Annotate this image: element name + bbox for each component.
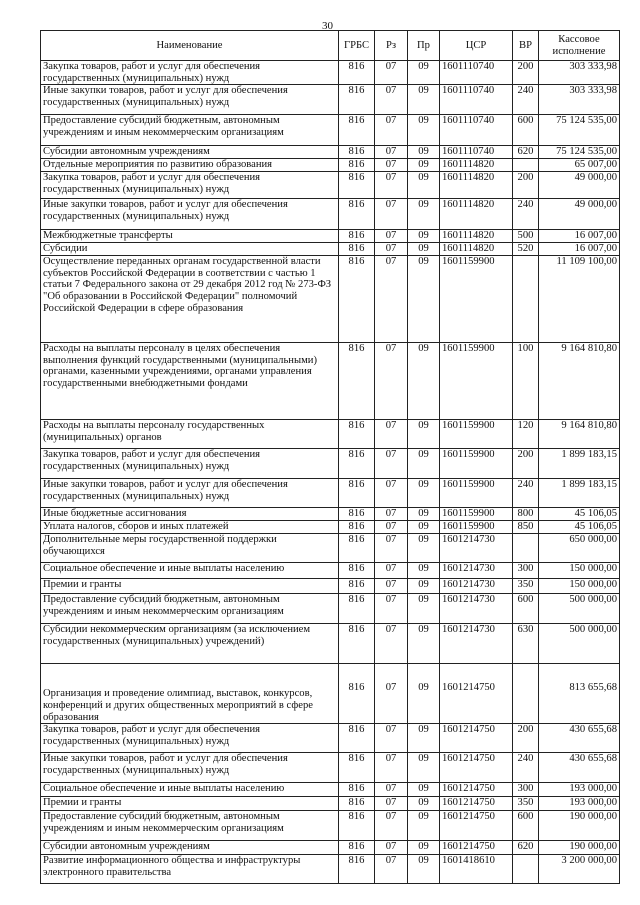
cell-grbs: 816	[339, 61, 375, 85]
cell-grbs: 816	[339, 115, 375, 146]
table-row	[41, 420, 620, 449]
cell-vr: 800	[513, 508, 539, 521]
cell-amount: 11 109 100,00	[539, 256, 620, 343]
cell-name: Премии и гранты	[41, 797, 339, 811]
cell-grbs: 816	[339, 508, 375, 521]
cell-amount: 190 000,00	[539, 841, 620, 855]
cell-csr: 1601418610	[440, 855, 513, 884]
cell-grbs: 816	[339, 811, 375, 841]
cell-vr	[513, 855, 539, 884]
cell-csr: 1601214750	[440, 724, 513, 753]
cell-vr: 850	[513, 521, 539, 534]
header-csr: ЦСР	[440, 31, 513, 61]
cell-amount: 65 007,00	[539, 159, 620, 172]
cell-csr: 1601114820	[440, 230, 513, 243]
table-row	[41, 811, 620, 841]
cell-grbs: 816	[339, 724, 375, 753]
cell-pr: 09	[408, 594, 440, 624]
cell-csr: 1601110740	[440, 61, 513, 85]
cell-csr: 1601214750	[440, 797, 513, 811]
cell-csr: 1601114820	[440, 199, 513, 230]
cell-vr: 200	[513, 172, 539, 199]
cell-rz: 07	[375, 579, 408, 594]
cell-amount: 150 000,00	[539, 579, 620, 594]
cell-vr	[513, 664, 539, 724]
cell-amount: 150 000,00	[539, 563, 620, 579]
cell-amount: 650 000,00	[539, 534, 620, 563]
table-row	[41, 753, 620, 783]
header-grbs: ГРБС	[339, 31, 375, 61]
cell-amount: 500 000,00	[539, 594, 620, 624]
cell-grbs: 816	[339, 624, 375, 664]
table-row	[41, 449, 620, 479]
cell-name: Отдельные мероприятия по развитию образования	[41, 159, 339, 172]
cell-amount: 430 655,68	[539, 724, 620, 753]
cell-vr: 620	[513, 146, 539, 159]
cell-pr: 09	[408, 841, 440, 855]
cell-rz: 07	[375, 479, 408, 508]
cell-name: Социальное обеспечение и иные выплаты населению	[41, 563, 339, 579]
cell-rz: 07	[375, 243, 408, 256]
cell-name: Расходы на выплаты персоналу государственных (муниципальных) органов	[41, 420, 339, 449]
cell-rz: 07	[375, 783, 408, 797]
table-row	[41, 855, 620, 884]
cell-rz: 07	[375, 256, 408, 343]
cell-amount: 3 200 000,00	[539, 855, 620, 884]
cell-amount: 190 000,00	[539, 811, 620, 841]
cell-name: Развитие информационного общества и инфраструктуры электронного правительства	[41, 855, 339, 884]
cell-name: Субсидии	[41, 243, 339, 256]
cell-name: Премии и гранты	[41, 579, 339, 594]
cell-name: Предоставление субсидий бюджетным, автономным учреждениям и иным некоммерческим организациям	[41, 115, 339, 146]
cell-pr: 09	[408, 811, 440, 841]
cell-csr: 1601159900	[440, 449, 513, 479]
cell-amount: 9 164 810,80	[539, 420, 620, 449]
cell-amount: 49 000,00	[539, 199, 620, 230]
cell-grbs: 816	[339, 594, 375, 624]
cell-rz: 07	[375, 563, 408, 579]
cell-amount: 813 655,68	[539, 664, 620, 724]
cell-vr	[513, 159, 539, 172]
table-row	[41, 624, 620, 664]
cell-amount: 16 007,00	[539, 243, 620, 256]
cell-grbs: 816	[339, 256, 375, 343]
table-row	[41, 243, 620, 256]
cell-vr: 600	[513, 811, 539, 841]
cell-amount: 16 007,00	[539, 230, 620, 243]
table-row	[41, 85, 620, 115]
header-amount: Кассовое исполнение	[539, 31, 620, 61]
cell-rz: 07	[375, 664, 408, 724]
cell-amount: 193 000,00	[539, 783, 620, 797]
cell-pr: 09	[408, 521, 440, 534]
table-row	[41, 159, 620, 172]
cell-grbs: 816	[339, 420, 375, 449]
cell-pr: 09	[408, 753, 440, 783]
cell-amount: 500 000,00	[539, 624, 620, 664]
cell-name: Субсидии автономным учреждениям	[41, 841, 339, 855]
cell-grbs: 816	[339, 343, 375, 420]
cell-name: Иные бюджетные ассигнования	[41, 508, 339, 521]
cell-vr: 240	[513, 479, 539, 508]
cell-grbs: 816	[339, 783, 375, 797]
cell-rz: 07	[375, 521, 408, 534]
cell-csr: 1601214730	[440, 594, 513, 624]
cell-rz: 07	[375, 624, 408, 664]
cell-csr: 1601114820	[440, 243, 513, 256]
cell-amount: 75 124 535,00	[539, 115, 620, 146]
page-number: 30	[322, 20, 333, 32]
table-row	[41, 230, 620, 243]
cell-grbs: 816	[339, 841, 375, 855]
cell-grbs: 816	[339, 521, 375, 534]
cell-rz: 07	[375, 841, 408, 855]
cell-name: Закупка товаров, работ и услуг для обеспечения государственных (муниципальных) нужд	[41, 449, 339, 479]
cell-pr: 09	[408, 85, 440, 115]
cell-amount: 303 333,98	[539, 61, 620, 85]
cell-grbs: 816	[339, 146, 375, 159]
cell-csr: 1601159900	[440, 343, 513, 420]
cell-pr: 09	[408, 563, 440, 579]
cell-name: Закупка товаров, работ и услуг для обеспечения государственных (муниципальных) нужд	[41, 172, 339, 199]
cell-pr: 09	[408, 624, 440, 664]
table-row	[41, 841, 620, 855]
cell-name: Предоставление субсидий бюджетным, автономным учреждениям и иным некоммерческим организациям	[41, 594, 339, 624]
cell-csr: 1601159900	[440, 521, 513, 534]
cell-csr: 1601214730	[440, 624, 513, 664]
cell-csr: 1601214730	[440, 563, 513, 579]
cell-csr: 1601214730	[440, 579, 513, 594]
cell-rz: 07	[375, 855, 408, 884]
cell-csr: 1601110740	[440, 115, 513, 146]
table-header-row	[41, 31, 620, 61]
cell-grbs: 816	[339, 579, 375, 594]
cell-vr: 500	[513, 230, 539, 243]
cell-grbs: 816	[339, 85, 375, 115]
cell-amount: 1 899 183,15	[539, 479, 620, 508]
cell-pr: 09	[408, 508, 440, 521]
cell-pr: 09	[408, 115, 440, 146]
cell-amount: 75 124 535,00	[539, 146, 620, 159]
cell-pr: 09	[408, 479, 440, 508]
cell-rz: 07	[375, 159, 408, 172]
cell-vr: 100	[513, 343, 539, 420]
cell-rz: 07	[375, 811, 408, 841]
table-row	[41, 508, 620, 521]
cell-csr: 1601214750	[440, 753, 513, 783]
table-row	[41, 797, 620, 811]
cell-vr: 240	[513, 199, 539, 230]
cell-name: Иные закупки товаров, работ и услуг для обеспечения государственных (муниципальных) нужд	[41, 85, 339, 115]
cell-rz: 07	[375, 230, 408, 243]
cell-rz: 07	[375, 508, 408, 521]
cell-grbs: 816	[339, 797, 375, 811]
table-row	[41, 115, 620, 146]
cell-pr: 09	[408, 724, 440, 753]
table-row	[41, 664, 620, 724]
cell-name: Иные закупки товаров, работ и услуг для обеспечения государственных (муниципальных) нужд	[41, 199, 339, 230]
cell-grbs: 816	[339, 199, 375, 230]
cell-vr: 620	[513, 841, 539, 855]
cell-vr: 200	[513, 724, 539, 753]
cell-pr: 09	[408, 783, 440, 797]
table-row	[41, 783, 620, 797]
cell-vr: 350	[513, 797, 539, 811]
cell-pr: 09	[408, 172, 440, 199]
header-name: Наименование	[41, 31, 339, 61]
cell-name: Закупка товаров, работ и услуг для обеспечения государственных (муниципальных) нужд	[41, 724, 339, 753]
cell-rz: 07	[375, 420, 408, 449]
cell-rz: 07	[375, 449, 408, 479]
cell-grbs: 816	[339, 172, 375, 199]
header-pr: Пр	[408, 31, 440, 61]
cell-vr: 240	[513, 753, 539, 783]
header-vr: ВР	[513, 31, 539, 61]
cell-vr: 630	[513, 624, 539, 664]
table-row	[41, 534, 620, 563]
table-row	[41, 594, 620, 624]
cell-grbs: 816	[339, 534, 375, 563]
cell-csr: 1601214730	[440, 534, 513, 563]
cell-grbs: 816	[339, 753, 375, 783]
table-row	[41, 479, 620, 508]
cell-rz: 07	[375, 724, 408, 753]
table-row	[41, 172, 620, 199]
cell-csr: 1601159900	[440, 479, 513, 508]
cell-pr: 09	[408, 61, 440, 85]
cell-pr: 09	[408, 449, 440, 479]
cell-rz: 07	[375, 61, 408, 85]
cell-vr	[513, 256, 539, 343]
cell-grbs: 816	[339, 230, 375, 243]
cell-pr: 09	[408, 256, 440, 343]
cell-csr: 1601159900	[440, 420, 513, 449]
cell-rz: 07	[375, 146, 408, 159]
cell-name: Межбюджетные трансферты	[41, 230, 339, 243]
cell-amount: 430 655,68	[539, 753, 620, 783]
cell-csr: 1601214750	[440, 811, 513, 841]
cell-vr: 120	[513, 420, 539, 449]
table-row	[41, 199, 620, 230]
cell-vr: 300	[513, 563, 539, 579]
cell-csr: 1601110740	[440, 85, 513, 115]
cell-grbs: 816	[339, 159, 375, 172]
cell-pr: 09	[408, 855, 440, 884]
cell-vr: 520	[513, 243, 539, 256]
cell-pr: 09	[408, 146, 440, 159]
cell-rz: 07	[375, 594, 408, 624]
cell-name: Социальное обеспечение и иные выплаты населению	[41, 783, 339, 797]
budget-execution-table	[40, 30, 620, 884]
cell-vr: 240	[513, 85, 539, 115]
cell-vr: 200	[513, 449, 539, 479]
cell-grbs: 816	[339, 855, 375, 884]
cell-pr: 09	[408, 159, 440, 172]
cell-csr: 1601110740	[440, 146, 513, 159]
cell-name: Расходы на выплаты персоналу в целях обеспечения выполнения функций государственными (муниципальными) органами, казенными учреждениями, органами управления государственными внебюджетными фондами	[41, 343, 339, 420]
cell-pr: 09	[408, 243, 440, 256]
cell-pr: 09	[408, 534, 440, 563]
cell-pr: 09	[408, 664, 440, 724]
cell-vr: 600	[513, 115, 539, 146]
cell-name: Субсидии автономным учреждениям	[41, 146, 339, 159]
cell-pr: 09	[408, 230, 440, 243]
cell-csr: 1601214750	[440, 841, 513, 855]
cell-csr: 1601214750	[440, 783, 513, 797]
cell-csr: 1601114820	[440, 172, 513, 199]
table-row	[41, 563, 620, 579]
cell-amount: 45 106,05	[539, 508, 620, 521]
cell-pr: 09	[408, 420, 440, 449]
cell-rz: 07	[375, 797, 408, 811]
cell-pr: 09	[408, 343, 440, 420]
cell-grbs: 816	[339, 479, 375, 508]
cell-name: Осуществление переданных органам государственной власти субъектов Российской Федерации в соответствии с частью 1 статьи 7 Федерального закона от 29 декабря 2012 год № 273-ФЗ "Об образовании в Российской Федерации" полномочий Российской Федерации в сфере образования	[41, 256, 339, 343]
cell-name: Иные закупки товаров, работ и услуг для обеспечения государственных (муниципальных) нужд	[41, 479, 339, 508]
cell-rz: 07	[375, 199, 408, 230]
cell-pr: 09	[408, 797, 440, 811]
header-rz: Рз	[375, 31, 408, 61]
table-row	[41, 146, 620, 159]
cell-name: Уплата налогов, сборов и иных платежей	[41, 521, 339, 534]
cell-vr: 300	[513, 783, 539, 797]
cell-grbs: 816	[339, 664, 375, 724]
cell-rz: 07	[375, 115, 408, 146]
cell-name: Организация и проведение олимпиад, выставок, конкурсов, конференций и других общественных мероприятий в сфере образования	[41, 664, 339, 724]
cell-pr: 09	[408, 199, 440, 230]
table-row	[41, 724, 620, 753]
cell-rz: 07	[375, 343, 408, 420]
cell-rz: 07	[375, 753, 408, 783]
cell-name: Дополнительные меры государственной поддержки обучающихся	[41, 534, 339, 563]
cell-rz: 07	[375, 85, 408, 115]
cell-rz: 07	[375, 534, 408, 563]
cell-vr: 350	[513, 579, 539, 594]
cell-csr: 1601159900	[440, 256, 513, 343]
cell-name: Предоставление субсидий бюджетным, автономным учреждениям и иным некоммерческим организациям	[41, 811, 339, 841]
cell-grbs: 816	[339, 243, 375, 256]
cell-amount: 1 899 183,15	[539, 449, 620, 479]
cell-vr: 200	[513, 61, 539, 85]
cell-name: Иные закупки товаров, работ и услуг для обеспечения государственных (муниципальных) нужд	[41, 753, 339, 783]
cell-amount: 9 164 810,80	[539, 343, 620, 420]
cell-name: Субсидии некоммерческим организациям (за исключением государственных (муниципальных) учреждений)	[41, 624, 339, 664]
cell-csr: 1601114820	[440, 159, 513, 172]
cell-vr: 600	[513, 594, 539, 624]
cell-name: Закупка товаров, работ и услуг для обеспечения государственных (муниципальных) нужд	[41, 61, 339, 85]
table-row	[41, 579, 620, 594]
cell-csr: 1601214750	[440, 664, 513, 724]
table-row	[41, 256, 620, 343]
table-row	[41, 343, 620, 420]
cell-amount: 193 000,00	[539, 797, 620, 811]
table-row	[41, 521, 620, 534]
cell-grbs: 816	[339, 449, 375, 479]
cell-csr: 1601159900	[440, 508, 513, 521]
cell-pr: 09	[408, 579, 440, 594]
cell-grbs: 816	[339, 563, 375, 579]
cell-amount: 45 106,05	[539, 521, 620, 534]
table-row	[41, 61, 620, 85]
cell-rz: 07	[375, 172, 408, 199]
cell-amount: 303 333,98	[539, 85, 620, 115]
cell-amount: 49 000,00	[539, 172, 620, 199]
cell-vr	[513, 534, 539, 563]
